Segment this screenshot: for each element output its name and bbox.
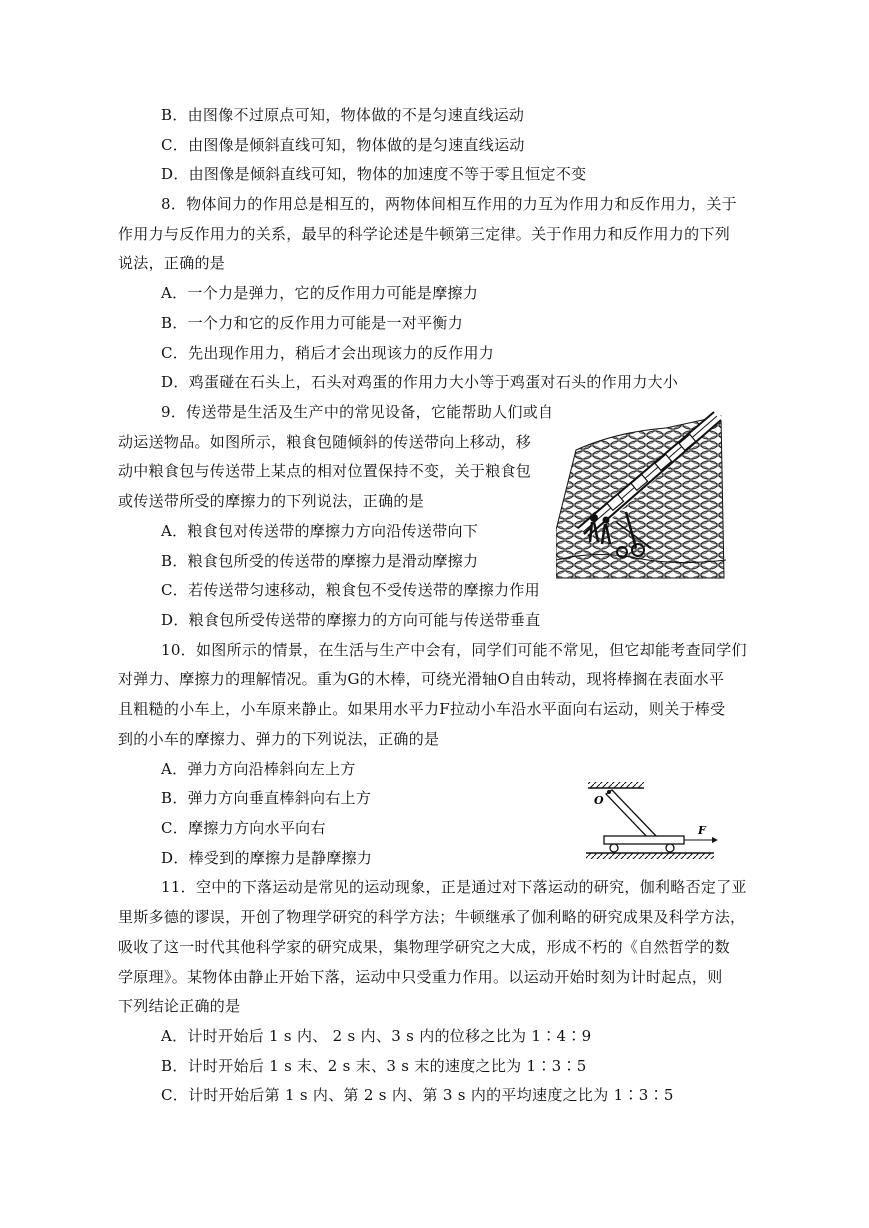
q10-option-a: A．弹力方向沿棒斜向左上方 [161, 760, 356, 778]
q9-stem-line3: 动中粮食包与传送带上某点的相对位置保持不变，关于粮食包 [118, 462, 532, 480]
q9-stem-line2: 动运送物品。如图所示，粮食包随倾斜的传送带向上移动，移 [118, 433, 532, 451]
q9-option-c: C．若传送带匀速移动，粮食包不受传送带的摩擦力作用 [161, 581, 540, 599]
q10-stem-line4: 到的小车的摩擦力、弹力的下列说法，正确的是 [118, 730, 440, 748]
q7-option-b: B．由图像不过原点可知，物体做的不是匀速直线运动 [161, 106, 525, 124]
q11-stem-line3: 吸收了这一时代其他科学家的研究成果，集物理学研究之大成，形成不朽的《自然哲学的数 [118, 938, 731, 956]
q8-option-b: B．一个力和它的反作用力可能是一对平衡力 [161, 314, 464, 332]
pivot-label: O [594, 794, 604, 807]
q10-option-c: C．摩擦力方向水平向右 [161, 819, 326, 837]
q10-option-b: B．弹力方向垂直棒斜向右上方 [161, 789, 372, 807]
q8-option-a: A．一个力是弹力，它的反作用力可能是摩擦力 [161, 284, 479, 302]
q7-option-c: C．由图像是倾斜直线可知，物体做的是匀速直线运动 [161, 136, 525, 154]
q9-option-d: D．粮食包所受传送带的摩擦力的方向可能与传送带垂直 [161, 611, 541, 629]
q9-stem-line4: 或传送带所受的摩擦力的下列说法，正确的是 [118, 492, 425, 510]
q11-stem-line4: 学原理》。某物体由静止开始下落，运动中只受重力作用。以运动开始时刻为计时起点，则 [118, 968, 723, 986]
q11-option-a: A．计时开始后 1 s 内、 2 s 内、3 s 内的位移之比为 1∶4∶9 [161, 1027, 592, 1045]
q9-stem-line1: 9．传送带是生活及生产中的常见设备，它能帮助人们或自 [161, 403, 554, 421]
q8-stem-line3: 说法，正确的是 [118, 254, 226, 272]
q8-option-d: D．鸡蛋碰在石头上，石头对鸡蛋的作用力大小等于鸡蛋对石头的作用力大小 [161, 373, 679, 391]
q10-stem-line2: 对弹力、摩擦力的理解情况。重为G的木棒，可绕光滑轴O自由转动，现将棒搁在表面水平 [118, 670, 725, 688]
q8-stem-line1: 8．物体间力的作用总是相互的，两物体间相互作用的力互为作用力和反作用力，关于 [161, 195, 737, 213]
q7-option-d: D．由图像是倾斜直线可知，物体的加速度不等于零且恒定不变 [161, 165, 587, 183]
q11-stem-line1: 11．空中的下落运动是常见的运动现象，正是通过对下落运动的研究，伽利略否定了亚 [161, 878, 747, 896]
q9-option-b: B．粮食包所受的传送带的摩擦力是滑动摩擦力 [161, 552, 479, 570]
q8-option-c: C．先出现作用力，稍后才会出现该力的反作用力 [161, 344, 495, 362]
q10-option-d: D．棒受到的摩擦力是静摩擦力 [161, 849, 373, 867]
q10-stem-line1: 10．如图所示的情景，在生活与生产中会有，同学们可能不常见，但它却能考查同学们 [161, 641, 747, 659]
q11-option-c: C．计时开始后第 1 s 内、第 2 s 内、第 3 s 内的平均速度之比为 1∶3∶5 [161, 1086, 674, 1104]
q11-stem-line2: 里斯多德的谬误，开创了物理学研究的科学方法；牛顿继承了伽利略的研究成果及科学方法， [118, 908, 746, 926]
q11-option-b: B．计时开始后 1 s 末、2 s 末、3 s 末的速度之比为 1∶3∶5 [161, 1057, 587, 1075]
q10-stem-line3: 且粗糙的小车上，小车原来静止。如果用水平力F拉动小车沿水平面向右运动，则关于棒受 [118, 700, 726, 718]
force-label: F [698, 824, 706, 837]
q9-option-a: A．粮食包对传送带的摩擦力方向沿传送带向下 [161, 522, 479, 540]
q11-stem-line5: 下列结论正确的是 [118, 997, 241, 1015]
rod-cart-figure [582, 778, 722, 864]
conveyor-belt-figure [556, 410, 726, 580]
q8-stem-line2: 作用力与反作用力的关系，最早的科学论述是牛顿第三定律。关于作用力和反作用力的下列 [118, 225, 731, 243]
